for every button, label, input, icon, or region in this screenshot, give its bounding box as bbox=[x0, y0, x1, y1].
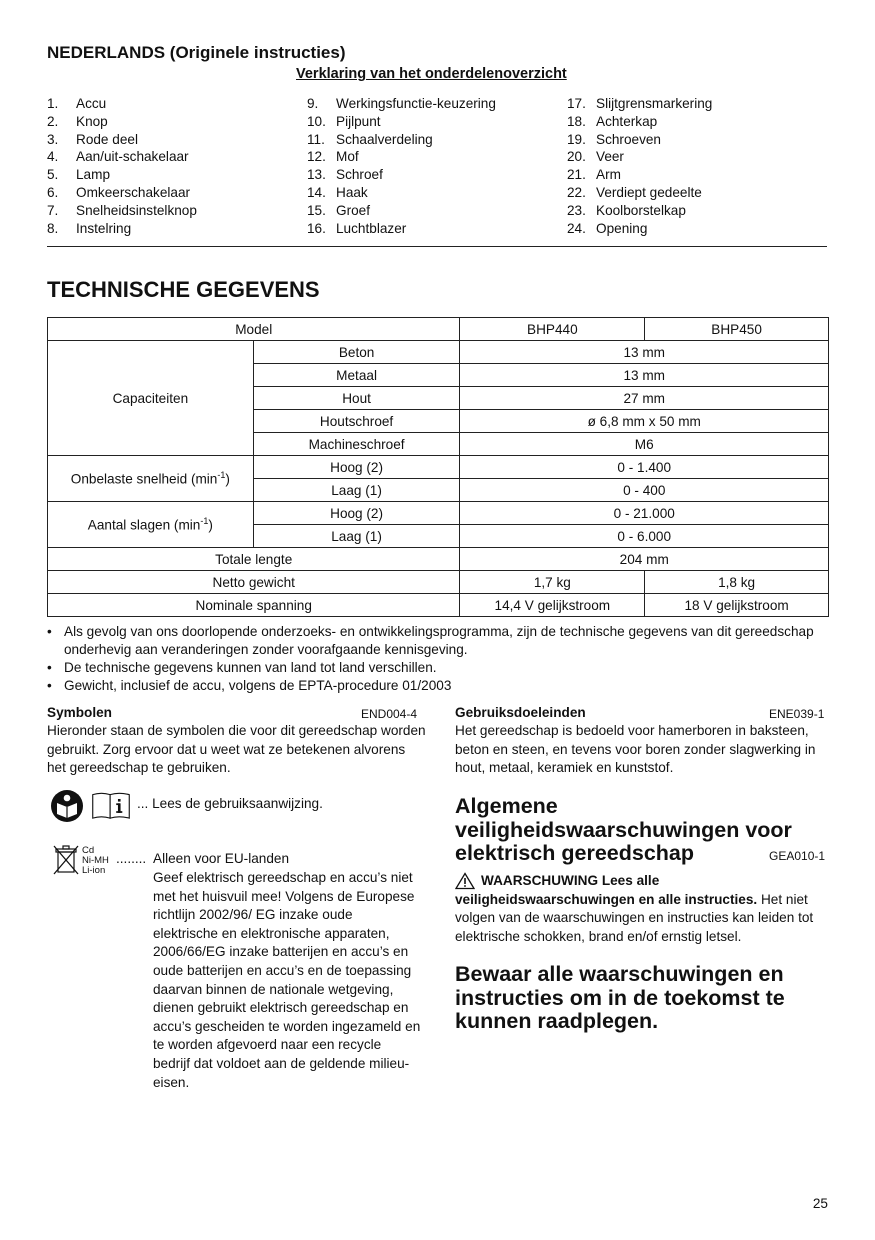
voltage-label: Nominale spanning bbox=[48, 594, 460, 617]
page-language-header: NEDERLANDS (Originele instructies) bbox=[47, 43, 346, 62]
parts-overview-title: Verklaring van het onderdelenoverzicht bbox=[296, 66, 567, 82]
weight-label: Netto gewicht bbox=[48, 571, 460, 594]
model-a: BHP440 bbox=[460, 318, 645, 341]
table-row bbox=[48, 548, 829, 571]
spec-notes bbox=[47, 623, 837, 695]
weight-b: 1,8 kg bbox=[645, 571, 829, 594]
symbols-intro: Hieronder staan de symbolen die voor dit gereedschap worden gebruikt. Zorg ervoor dat u weet wat ze betekenen alvorens het gereedschap te gebruiken. bbox=[47, 723, 426, 776]
capacity-item: Machineschroef bbox=[253, 433, 460, 456]
list-item: 3. Rode deel bbox=[47, 131, 138, 147]
table-row bbox=[48, 318, 829, 341]
table-row bbox=[48, 456, 829, 479]
list-item: 9. Werkingsfunctie-keuzering bbox=[307, 96, 496, 111]
section-divider bbox=[47, 246, 827, 247]
eu-only-label: Alleen voor EU-landen bbox=[153, 851, 290, 866]
list-item: 6. Omkeerschakelaar bbox=[47, 184, 191, 200]
model-label: Model bbox=[48, 318, 460, 341]
capacity-value: ø 6,8 mm x 50 mm bbox=[460, 410, 829, 433]
capacity-item: Beton bbox=[253, 341, 460, 364]
warning-body-text: Het niet volgen van de waarschuwingen en instructies kan leiden tot elektrische schokken, brand en/of ernstig letsel. bbox=[455, 891, 814, 944]
list-item: 11. Schaalverdeling bbox=[307, 131, 433, 147]
blows-value: 0 - 21.000 bbox=[460, 502, 829, 525]
weight-a: 1,7 kg bbox=[460, 571, 645, 594]
speed-value: 0 - 400 bbox=[460, 479, 829, 502]
warning-paragraph bbox=[455, 872, 831, 946]
capacity-value: M6 bbox=[460, 433, 829, 456]
capacity-value: 27 mm bbox=[460, 387, 829, 410]
list-item: 12. Mof bbox=[307, 149, 359, 165]
list-item: 23. Koolborstelkap bbox=[567, 202, 686, 218]
read-manual-icons bbox=[47, 789, 131, 822]
length-label: Totale lengte bbox=[48, 548, 460, 571]
parts-list-col3 bbox=[567, 95, 712, 237]
list-item: 15. Groef bbox=[307, 202, 370, 218]
symbols-title: Symbolen bbox=[47, 705, 112, 720]
eu-leader-dots: ........ bbox=[116, 851, 147, 866]
capacity-item: Hout bbox=[253, 387, 460, 410]
blows-label: Aantal slagen $(\min^{-1})$ bbox=[48, 502, 254, 548]
read-manual-text: ... Lees de gebruiksaanwijzing. bbox=[137, 796, 323, 811]
list-item: • De technische gegevens kunnen van land tot land verschillen. bbox=[47, 659, 837, 677]
capacity-label: Capaciteiten bbox=[48, 341, 254, 456]
capacity-value: 13 mm bbox=[460, 341, 829, 364]
battery-label: Cd bbox=[82, 845, 95, 856]
general-safety-code: GEA010-1 bbox=[769, 849, 826, 863]
model-b: BHP450 bbox=[645, 318, 829, 341]
capacity-value: 13 mm bbox=[460, 364, 829, 387]
intended-use-title: Gebruiksdoeleinden bbox=[455, 705, 586, 720]
list-item: 17. Slijtgrensmarkering bbox=[567, 96, 713, 111]
page-number: 25 bbox=[812, 1196, 828, 1211]
list-item: 20. Veer bbox=[567, 149, 624, 165]
list-item: 22. Verdiept gedeelte bbox=[567, 184, 702, 200]
parts-list-col2 bbox=[307, 95, 496, 237]
warning-bold-text: WAARSCHUWING Lees alle veiligheidswaarschuwingen en alle instructies. bbox=[455, 873, 758, 907]
length-value: 204 mm bbox=[460, 548, 829, 571]
list-item: 5. Lamp bbox=[47, 167, 111, 183]
parts-list-col1 bbox=[47, 95, 197, 237]
speed-item: Laag (1) bbox=[253, 479, 460, 502]
keep-instructions-heading: Bewaar alle waarschuwingen en instructies om in de toekomst te kunnen raadplegen. bbox=[455, 962, 785, 1033]
intended-use-code: ENE039-1 bbox=[769, 707, 825, 721]
table-row bbox=[48, 571, 829, 594]
table-row bbox=[48, 341, 829, 364]
voltage-b: 18 V gelijkstroom bbox=[645, 594, 829, 617]
speed-value: 0 - 1.400 bbox=[460, 456, 829, 479]
blows-item: Laag (1) bbox=[253, 525, 460, 548]
speed-item: Hoog (2) bbox=[253, 456, 460, 479]
list-item: 19. Schroeven bbox=[567, 131, 661, 147]
list-item: 16. Luchtblazer bbox=[307, 220, 407, 236]
list-item: 18. Achterkap bbox=[567, 113, 658, 129]
specs-title: TECHNISCHE GEGEVENS bbox=[47, 277, 320, 302]
list-item: 14. Haak bbox=[307, 184, 368, 200]
list-item: 13. Schroef bbox=[307, 167, 383, 183]
list-item: 1. Accu bbox=[47, 96, 107, 111]
battery-label: Ni-MH bbox=[82, 855, 109, 866]
list-item: 7. Snelheidsinstelknop bbox=[47, 202, 197, 218]
specifications-table bbox=[47, 317, 829, 617]
battery-type-labels bbox=[82, 846, 109, 876]
crossed-bin-icon bbox=[53, 844, 79, 879]
speed-label: Onbelaste snelheid $(\min^{-1})$ bbox=[48, 456, 254, 502]
intended-use-text: Het gereedschap is bedoeld voor hamerboren in baksteen, beton en steen, en tevens voor boren zonder slagwerking in hout, metaal, keramiek en kunststof. bbox=[455, 723, 816, 776]
general-safety-heading: Algemene veiligheidswaarschuwingen voor elektrisch gereedschap bbox=[455, 794, 792, 865]
capacity-item: Houtschroef bbox=[253, 410, 460, 433]
table-row bbox=[48, 594, 829, 617]
manual-info-icon bbox=[91, 789, 131, 822]
voltage-a: 14,4 V gelijkstroom bbox=[460, 594, 645, 617]
blows-item: Hoog (2) bbox=[253, 502, 460, 525]
list-item: 2. Knop bbox=[47, 113, 108, 129]
eu-disposal-text: Geef elektrisch gereedschap en accu’s niet met het huisvuil mee! Volgens de Europese richtlijn 2002/96/ EG inzake oude elektrische en elektronische apparaten, 2006/66/EG inzake batterijen en accu’s en oude batterijen en accu’s en de toepassing daarvan binnen de nationale wetgeving, dienen gebruikt elektrisch gereedschap en accu’s gescheiden te worden ingezameld en te worden afgevoerd naar een recycle bedrijf dat voldoet aan de geldende milieu-eisen. bbox=[153, 870, 421, 1090]
list-item: 24. Opening bbox=[567, 220, 648, 236]
read-manual-icon bbox=[47, 789, 87, 822]
capacity-item: Metaal bbox=[253, 364, 460, 387]
list-item: • Gewicht, inclusief de accu, volgens de EPTA-procedure 01/2003 bbox=[47, 677, 837, 695]
battery-label: Li-ion bbox=[82, 865, 106, 876]
blows-value: 0 - 6.000 bbox=[460, 525, 829, 548]
list-item: 4. Aan/uit-schakelaar bbox=[47, 149, 189, 165]
table-row bbox=[48, 502, 829, 525]
list-item: • Als gevolg van ons doorlopende onderzoeks- en ontwikkelingsprogramma, zijn de technische gegevens van dit gereedschap onderhevig aan veranderingen zonder voorafgaande kennisgeving. bbox=[47, 623, 837, 659]
list-item: 21. Arm bbox=[567, 167, 621, 183]
list-item: 8. Instelring bbox=[47, 220, 132, 236]
symbols-code: END004-4 bbox=[361, 707, 418, 721]
list-item: 10. Pijlpunt bbox=[307, 113, 381, 129]
